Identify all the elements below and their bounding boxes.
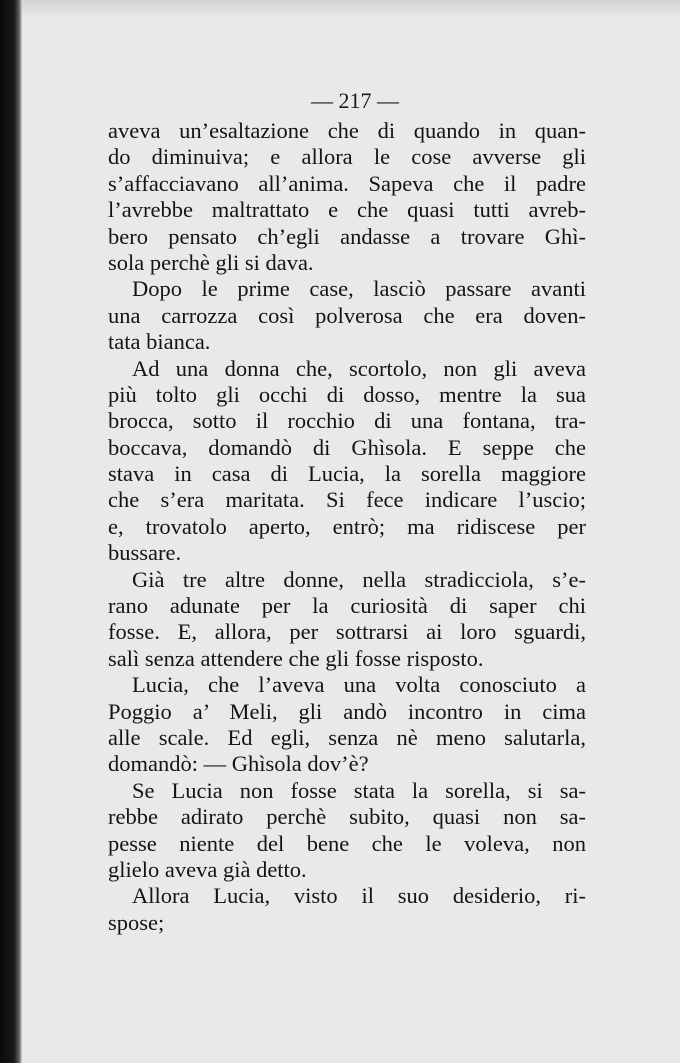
text-line: Dopo le prime case, lasciò passare avanti [132,276,586,302]
paragraph [108,672,586,778]
text-line: Già tre altre donne, nella stradicciola, s’e- [132,566,586,592]
page-number: — 217 — [311,88,399,113]
paragraph [108,567,586,673]
text-line: Allora Lucia, visto il suo desiderio, ri- [132,883,586,909]
text-line: rano adunate per la curiosità di saper chi [108,593,586,619]
text-line: più tolto gli occhi di dosso, mentre la sua [108,381,586,407]
text-line: stava in casa di Lucia, la sorella maggiore [108,461,586,487]
text-line: e, trovatolo aperto, entrò; ma ridiscese per [108,513,586,539]
paragraph [108,883,586,936]
text-line: alle scale. Ed egli, senza nè meno salutarla, [108,724,586,750]
book-spine-shadow [0,0,22,1063]
text-line: Lucia, che l’aveva una volta conosciuto a [132,672,586,698]
text-line: sola perchè gli si dava. [108,249,314,275]
text-line: fosse. E, allora, per sottrarsi ai loro sguardi, [108,619,586,645]
text-line: bero pensato ch’egli andasse a trovare Ghì- [108,223,586,249]
paragraph [108,356,586,567]
body-text [108,118,586,936]
text-line: rebbe adirato perchè subito, quasi non sa- [108,804,586,830]
page-top-shadow [22,0,680,18]
text-line: aveva un’esaltazione che di quando in quan- [108,118,586,143]
text-line: glielo aveva già detto. [108,856,307,882]
text-line: do diminuiva; e allora le cose avverse gli [108,144,586,170]
text-line: una carrozza così polverosa che era doven- [108,302,586,328]
paragraph [108,276,586,355]
text-line: salì senza attendere che gli fosse risposto. [108,645,484,671]
paragraph [108,778,586,884]
text-line: spose; [108,909,165,935]
text-line: bussare. [108,540,182,566]
text-line: brocca, sotto il rocchio di una fontana, tra- [108,408,586,434]
text-line: domandò: — Ghìsola dov’è? [108,751,369,777]
text-line: boccava, domandò di Ghìsola. E seppe che [108,434,586,460]
text-line: s’affacciavano all’anima. Sapeva che il padre [108,170,586,196]
text-line: tata bianca. [108,329,211,355]
paragraph [108,118,586,276]
text-line: Poggio a’ Meli, gli andò incontro in cima [108,698,586,724]
text-line: Se Lucia non fosse stata la sorella, si sa- [132,777,586,803]
text-line: che s’era maritata. Si fece indicare l’uscio; [108,487,586,513]
text-line: pesse niente del bene che le voleva, non [108,830,586,856]
text-line: Ad una donna che, scortolo, non gli aveva [132,355,586,381]
text-line: l’avrebbe maltrattato e che quasi tutti avreb- [108,197,586,223]
